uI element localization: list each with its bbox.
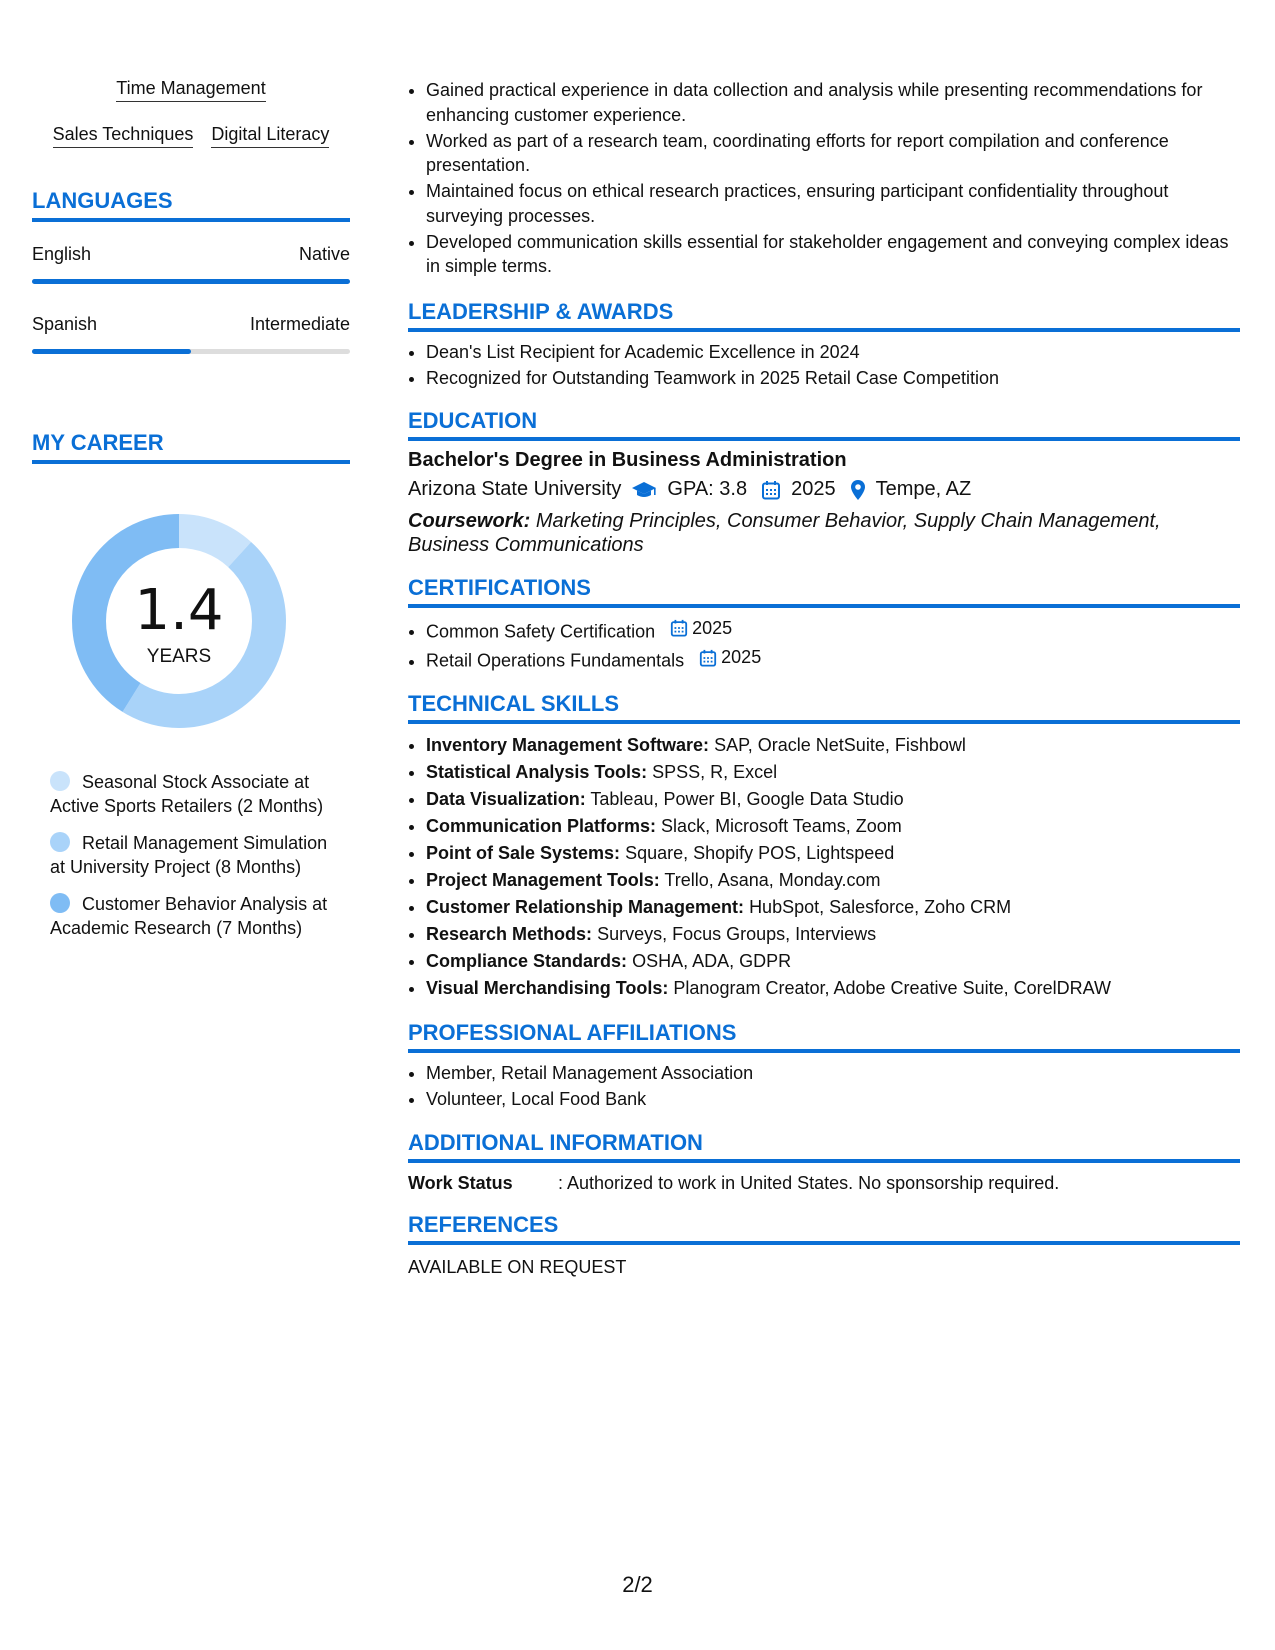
certification-year: 2025 (692, 618, 733, 638)
skills-chips (32, 78, 350, 148)
tech-skill-label: Compliance Standards: (426, 951, 628, 971)
certification-year: 2025 (721, 647, 762, 668)
career-heading: MY CAREER (32, 430, 350, 464)
career-legend (32, 770, 350, 940)
tech-skill-value: SPSS, R, Excel (652, 762, 778, 782)
degree-title: Bachelor's Degree in Business Administration (408, 449, 847, 471)
career-section (32, 430, 350, 940)
work-status-value: : Authorized to work in United States. No sponsorship required. (558, 1172, 1060, 1193)
language-item (32, 314, 350, 354)
language-name: Spanish (32, 314, 98, 334)
experience-bullet: • Maintained focus on ethical research practices, ensuring participant confidentiality throughout surveying processes. (426, 179, 1240, 228)
calendar-icon (670, 619, 688, 637)
tech-skill-value: Surveys, Focus Groups, Interviews (597, 924, 877, 944)
tech-skill-label: Point of Sale Systems: (426, 843, 621, 863)
references-section (408, 1212, 1240, 1278)
affiliation-item: • Volunteer, Local Food Bank (426, 1087, 1240, 1112)
legend-dot (50, 771, 70, 791)
tech-skill-label: Statistical Analysis Tools: (426, 762, 648, 782)
tech-skill-item (426, 894, 1240, 921)
education-section (408, 408, 1240, 557)
tech-skill-label: Research Methods: (426, 924, 593, 944)
coursework-label: Coursework: (408, 510, 531, 532)
tech-skill-item (426, 759, 1240, 786)
experience-bullet: • Developed communication skills essential for stakeholder engagement and conveying complex ideas in simple terms. (426, 230, 1240, 279)
affiliation-item: • Member, Retail Management Association (426, 1061, 1240, 1086)
tech-skill-value: Trello, Asana, Monday.com (664, 870, 881, 890)
calendar-icon (699, 649, 717, 667)
career-entry-text: Customer Behavior Analysis at Academic Research (7 Months) (50, 894, 328, 938)
certification-item (426, 616, 1240, 644)
tech-skill-item (426, 975, 1240, 1002)
coursework (408, 509, 1240, 557)
calendar-icon (761, 480, 781, 500)
career-unit: YEARS (146, 646, 212, 667)
graduation-cap-icon (631, 480, 657, 500)
tech-skill-label: Data Visualization: (426, 789, 586, 809)
tech-skill-value: OSHA, ADA, GDPR (632, 951, 792, 971)
language-bar (32, 349, 350, 354)
certifications-heading: CERTIFICATIONS (408, 575, 1240, 608)
experience-bullet: • Gained practical experience in data collection and analysis while presenting recommendations for enhancing customer experience. (426, 78, 1240, 127)
additional-info-section (408, 1130, 1240, 1194)
coursework-list: Marketing Principles, Consumer Behavior, Supply Chain Management, Business Communications (408, 510, 1161, 556)
tech-skill-item (426, 813, 1240, 840)
tech-skill-value: Square, Shopify POS, Lightspeed (625, 843, 895, 863)
language-item (32, 244, 350, 284)
tech-skill-label: Inventory Management Software: (426, 735, 710, 755)
award-item: • Dean's List Recipient for Academic Excellence in 2024 (426, 340, 1240, 365)
work-status-row (408, 1173, 1240, 1194)
language-name: English (32, 244, 92, 264)
tech-skill-item (426, 921, 1240, 948)
language-bar-fill (32, 279, 350, 284)
skill-chip: Time Management (116, 78, 265, 102)
leadership-section (408, 299, 1240, 391)
main-content (408, 78, 1240, 1296)
skills-row (32, 124, 350, 148)
language-level: Intermediate (249, 314, 350, 334)
work-status-label: Work Status (408, 1172, 513, 1193)
certification-item (426, 645, 1240, 673)
tech-skill-item (426, 948, 1240, 975)
experience-bullet: • Worked as part of a research team, coordinating efforts for report compilation and conference presentation. (426, 129, 1240, 178)
skill-chip: Digital Literacy (211, 124, 329, 148)
references-text: AVAILABLE ON REQUEST (408, 1256, 627, 1277)
additional-info-heading: ADDITIONAL INFORMATION (408, 1130, 1240, 1163)
tech-skill-item (426, 786, 1240, 813)
technical-skills-section (408, 691, 1240, 1002)
tech-skill-label: Communication Platforms: (426, 816, 657, 836)
affiliations-heading: PROFESSIONAL AFFILIATIONS (408, 1020, 1240, 1053)
career-entry (50, 892, 330, 940)
school-location: Tempe, AZ (875, 478, 972, 500)
certification-name: Common Safety Certification (426, 621, 656, 642)
education-heading: EDUCATION (408, 408, 1240, 441)
education-meta (408, 478, 1240, 501)
language-level: Native (298, 244, 350, 264)
skill-chip: Sales Techniques (53, 124, 194, 148)
language-bar-fill (32, 349, 191, 354)
gpa: GPA: 3.8 (667, 478, 748, 500)
tech-skill-label: Project Management Tools: (426, 870, 660, 890)
tech-skill-value: Slack, Microsoft Teams, Zoom (661, 816, 902, 836)
tech-skill-value: SAP, Oracle NetSuite, Fishbowl (714, 735, 966, 755)
experience-continued (408, 78, 1240, 279)
page-number: 2/2 (622, 1572, 653, 1597)
tech-skill-label: Customer Relationship Management: (426, 897, 745, 917)
languages-section (32, 188, 350, 354)
career-total: 1.4 (134, 578, 224, 643)
certification-name: Retail Operations Fundamentals (426, 650, 685, 671)
sidebar (32, 78, 350, 953)
tech-skill-value: Planogram Creator, Adobe Creative Suite, CorelDRAW (673, 978, 1111, 998)
career-entry-text: Seasonal Stock Associate at Active Sports Retailers (2 Months) (50, 772, 324, 816)
tech-skill-item (426, 867, 1240, 894)
language-bar (32, 279, 350, 284)
school-name: Arizona State University (408, 478, 622, 500)
tech-skill-label: Visual Merchandising Tools: (426, 978, 669, 998)
career-entry (50, 831, 330, 879)
career-donut (64, 506, 294, 736)
legend-dot (50, 832, 70, 852)
languages-heading: LANGUAGES (32, 188, 350, 222)
tech-skill-item (426, 732, 1240, 759)
skills-row (32, 78, 350, 102)
tech-skill-value: HubSpot, Salesforce, Zoho CRM (749, 897, 1012, 917)
references-heading: REFERENCES (408, 1212, 1240, 1245)
career-entry (50, 770, 330, 818)
certifications-section (408, 575, 1240, 673)
technical-skills-heading: TECHNICAL SKILLS (408, 691, 1240, 724)
career-entry-text: Retail Management Simulation at University Project (8 Months) (50, 833, 328, 877)
tech-skill-value: Tableau, Power BI, Google Data Studio (590, 789, 904, 809)
affiliations-section (408, 1020, 1240, 1112)
legend-dot (50, 893, 70, 913)
tech-skill-item (426, 840, 1240, 867)
award-item: • Recognized for Outstanding Teamwork in 2025 Retail Case Competition (426, 366, 1240, 391)
location-pin-icon (850, 479, 866, 501)
leadership-heading: LEADERSHIP & AWARDS (408, 299, 1240, 332)
graduation-year: 2025 (791, 478, 836, 500)
